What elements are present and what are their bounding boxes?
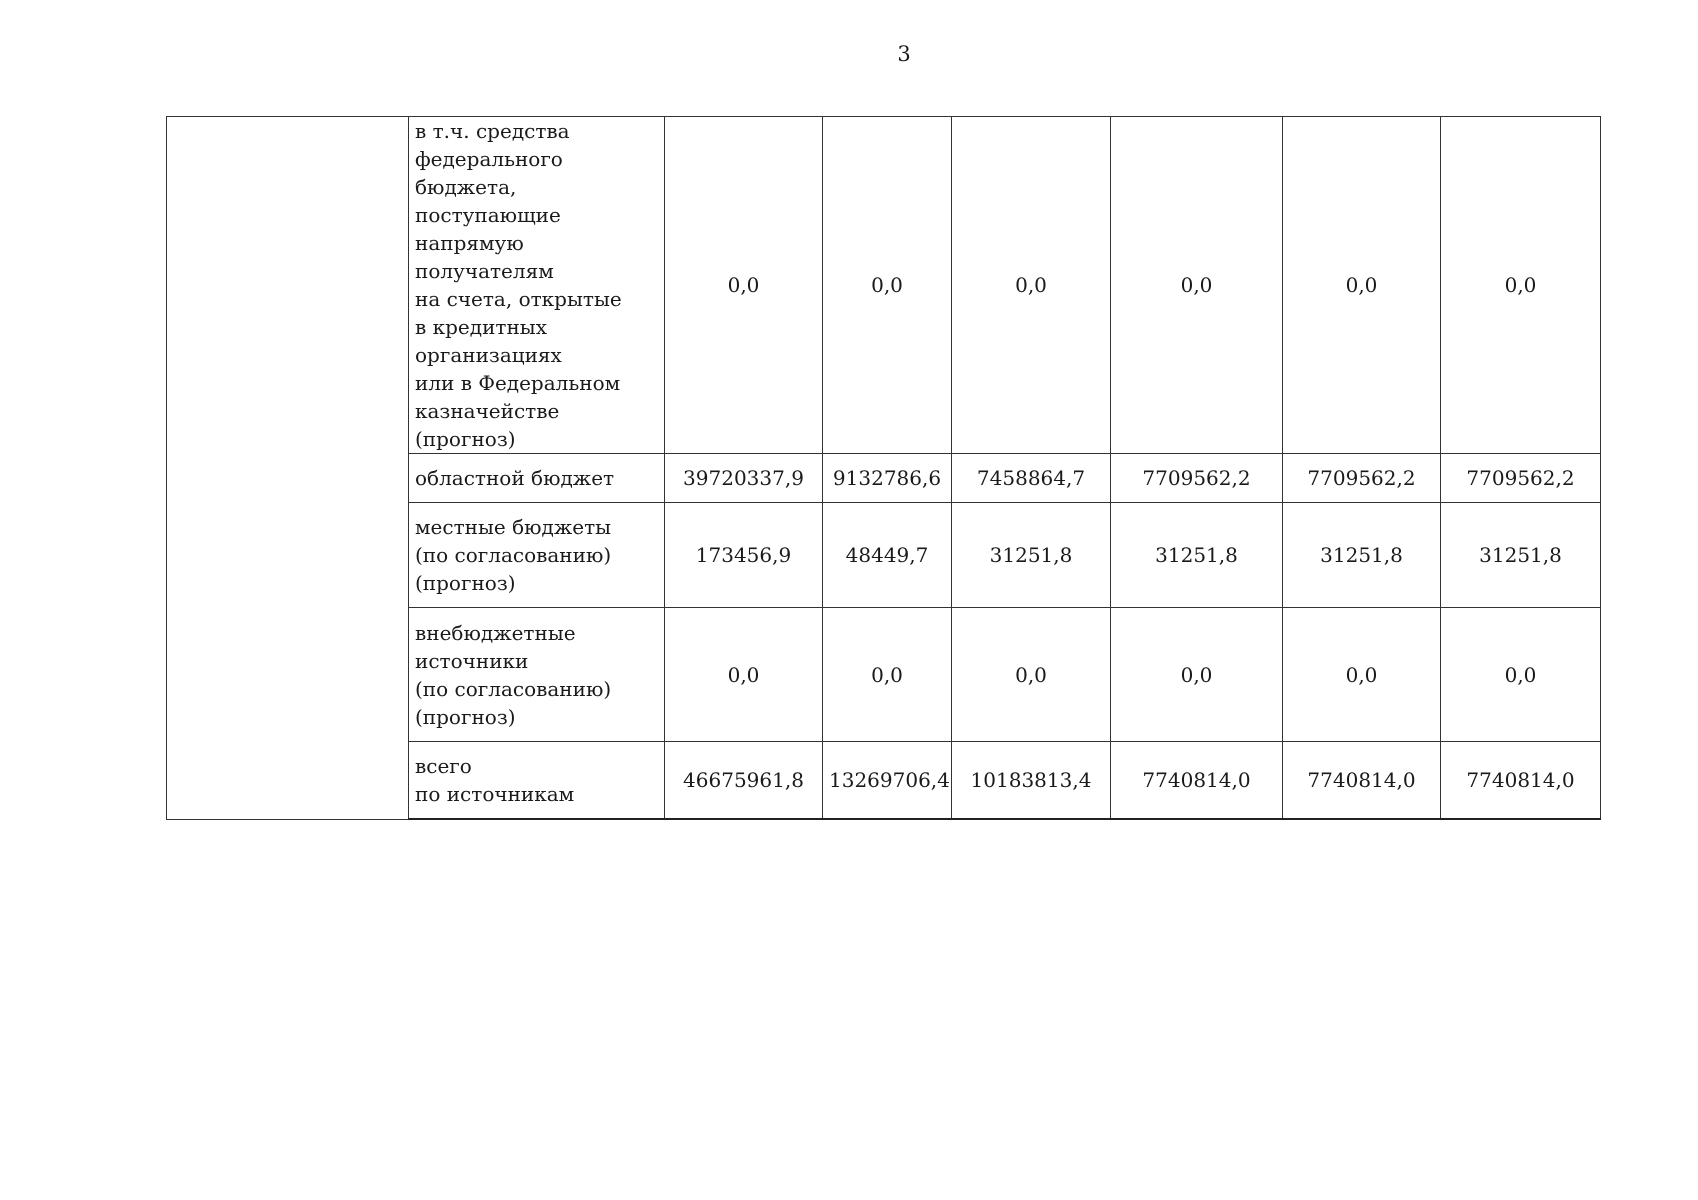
merged-empty-cell	[167, 117, 409, 820]
value-cell: 0,0	[665, 608, 823, 742]
value-cell: 0,0	[1283, 608, 1441, 742]
row-label: местные бюджеты (по согласованию) (прогноз)	[409, 503, 665, 608]
value-cell: 0,0	[952, 117, 1111, 454]
value-cell: 7740814,0	[1441, 742, 1601, 820]
row-label: внебюджетные источники (по согласованию) (прогноз)	[409, 608, 665, 742]
value-cell: 7709562,2	[1283, 454, 1441, 503]
value-cell: 31251,8	[1441, 503, 1601, 608]
value-cell: 0,0	[665, 117, 823, 454]
row-label: всего по источникам	[409, 742, 665, 820]
value-cell: 0,0	[1111, 608, 1283, 742]
row-label: в т.ч. средства федерального бюджета, поступающие напрямую получателям на счета, открытые в кредитных организациях или в Федеральном казначействе (прогноз)	[409, 117, 665, 454]
value-cell: 31251,8	[1283, 503, 1441, 608]
value-cell: 7740814,0	[1111, 742, 1283, 820]
value-cell: 48449,7	[823, 503, 952, 608]
value-cell: 39720337,9	[665, 454, 823, 503]
budget-funding-table	[166, 116, 1601, 820]
row-label: областной бюджет	[409, 454, 665, 503]
value-cell: 9132786,6	[823, 454, 952, 503]
value-cell: 10183813,4	[952, 742, 1111, 820]
value-cell: 0,0	[823, 608, 952, 742]
page-number: 3	[897, 42, 911, 66]
value-cell: 13269706,4	[823, 742, 952, 820]
value-cell: 0,0	[1441, 117, 1601, 454]
value-cell: 46675961,8	[665, 742, 823, 820]
value-cell: 0,0	[952, 608, 1111, 742]
value-cell: 7458864,7	[952, 454, 1111, 503]
value-cell: 31251,8	[1111, 503, 1283, 608]
table-row	[167, 117, 1601, 454]
value-cell: 7709562,2	[1441, 454, 1601, 503]
value-cell: 0,0	[1283, 117, 1441, 454]
value-cell: 7740814,0	[1283, 742, 1441, 820]
value-cell: 173456,9	[665, 503, 823, 608]
value-cell: 7709562,2	[1111, 454, 1283, 503]
value-cell: 0,0	[823, 117, 952, 454]
value-cell: 0,0	[1441, 608, 1601, 742]
value-cell: 0,0	[1111, 117, 1283, 454]
value-cell: 31251,8	[952, 503, 1111, 608]
